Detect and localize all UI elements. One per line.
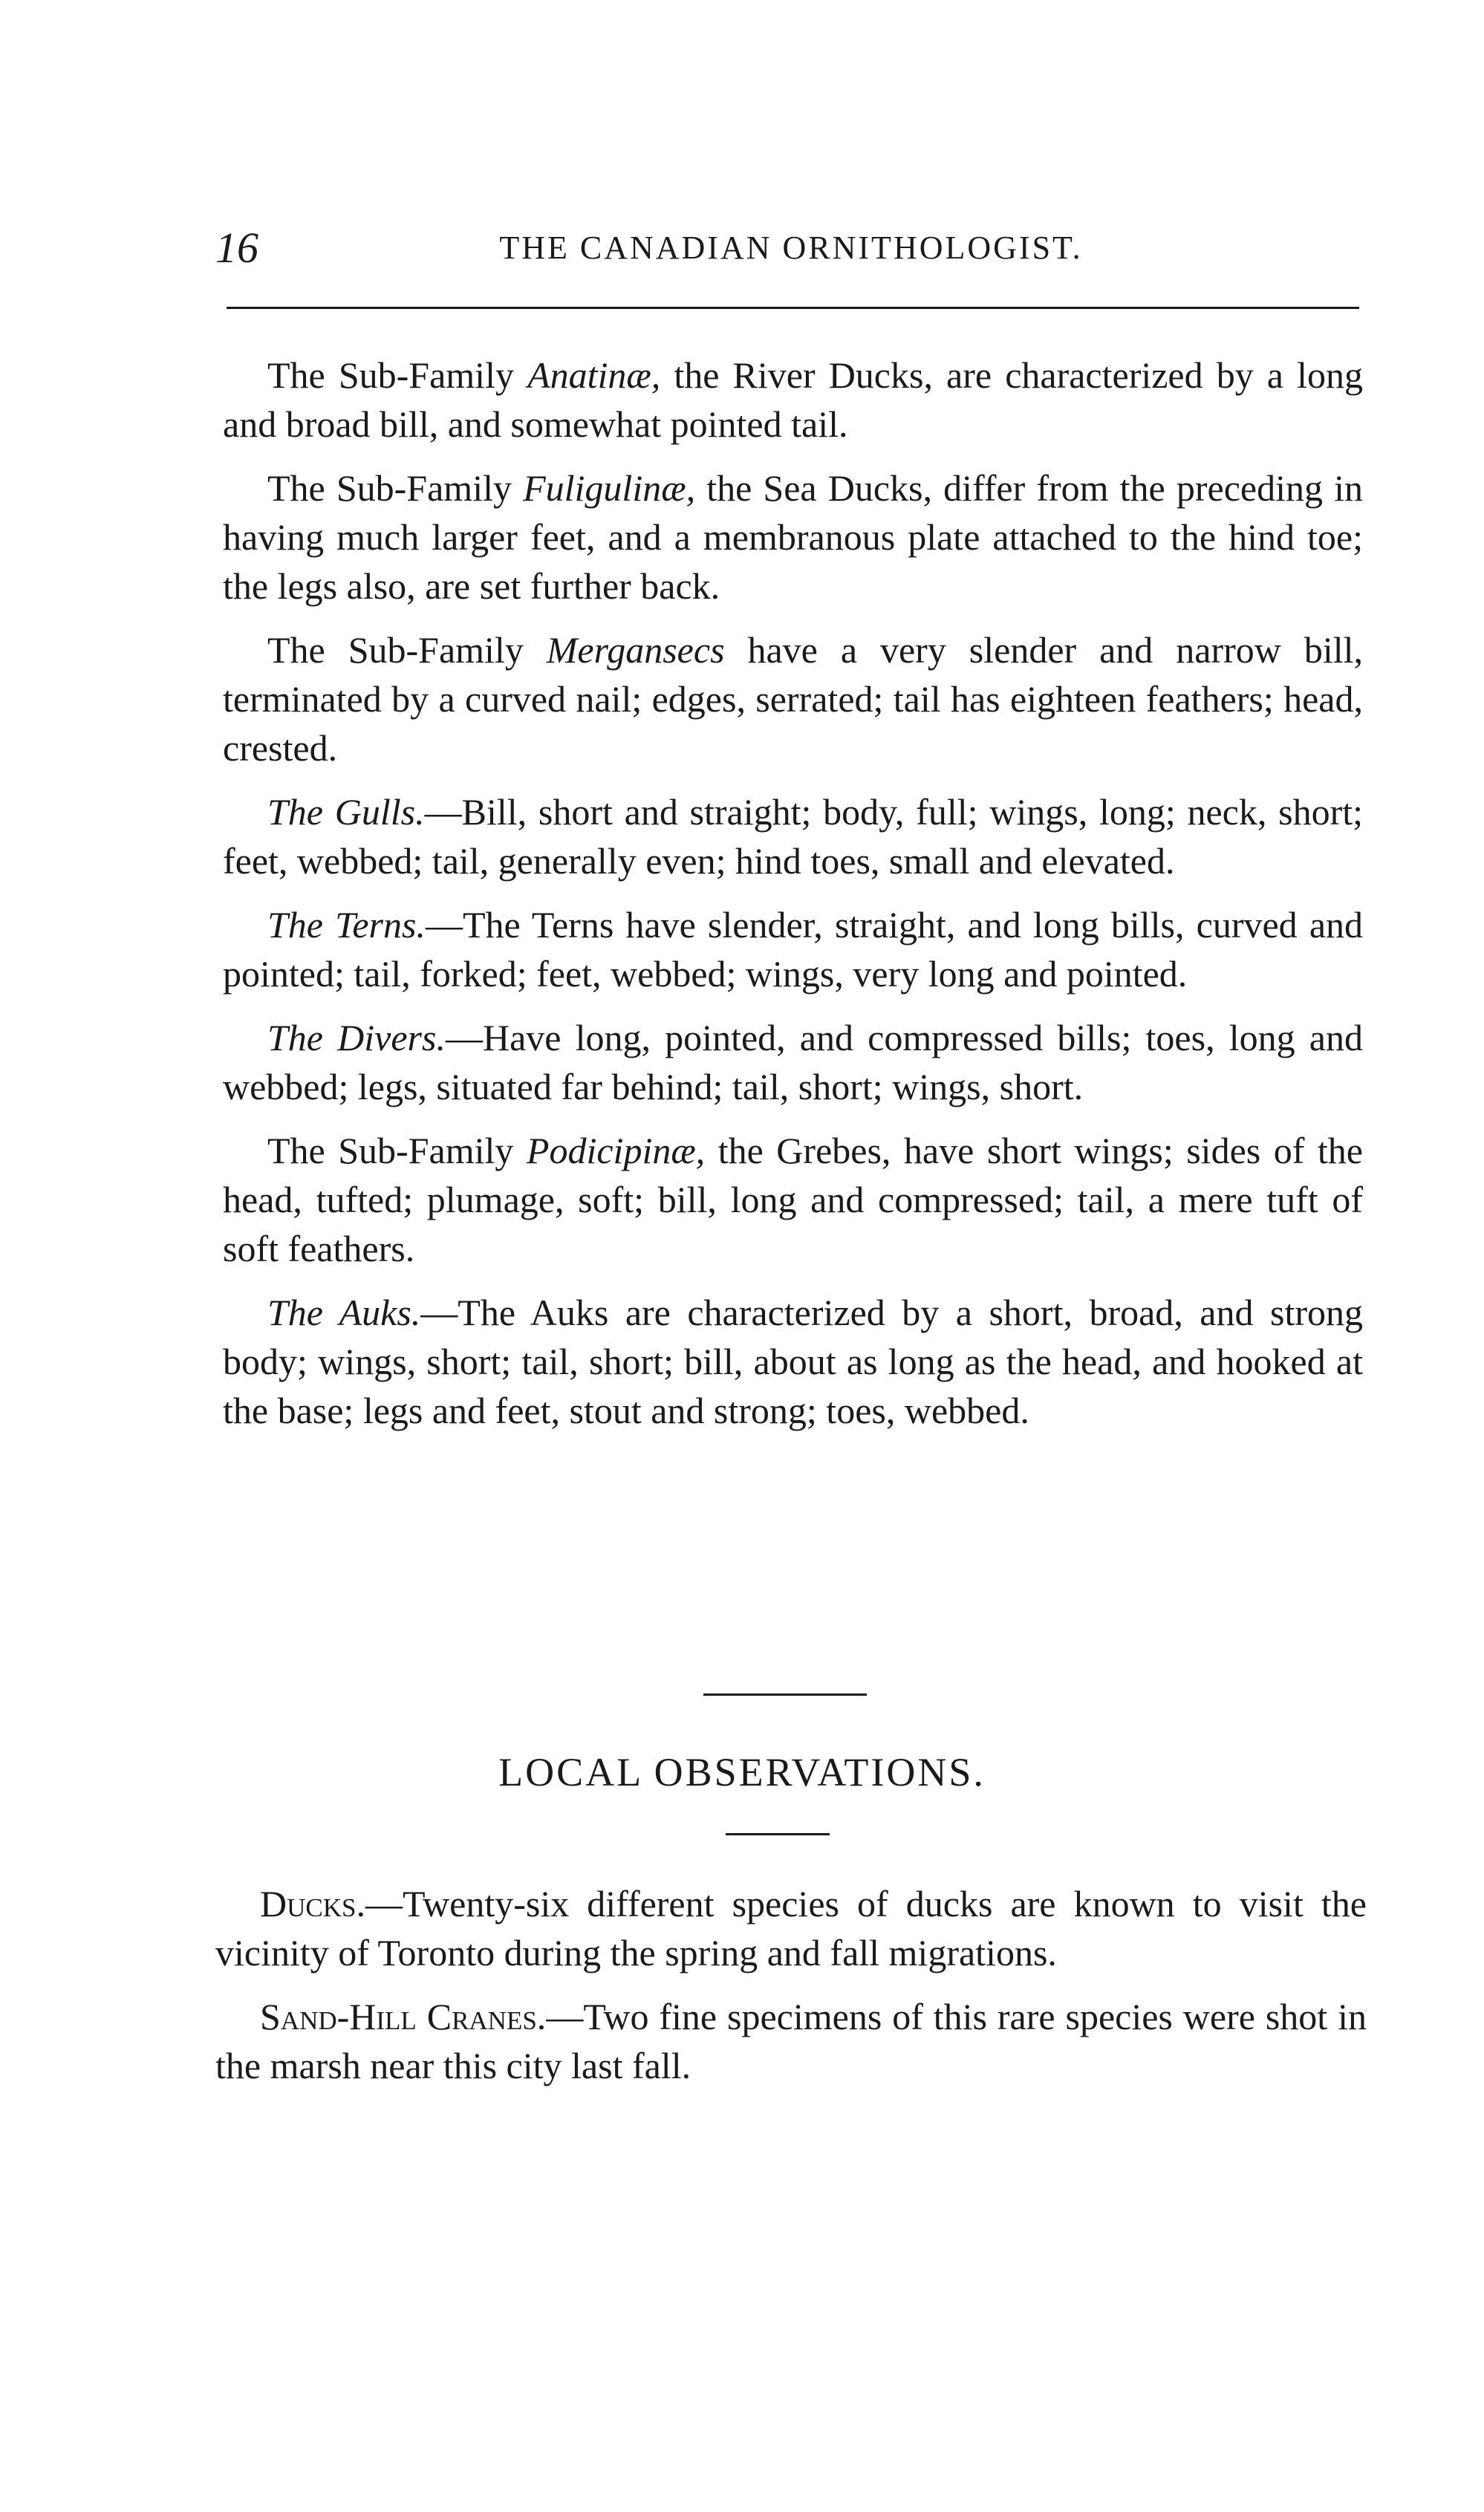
paragraph-anatinae <box>223 351 1363 449</box>
paragraph-text: —Bill, short and straight; body, full; wings, long; neck, short; feet, webbed; tail, generally even; hind toes, small and elevated. <box>223 791 1363 882</box>
paragraph-divers <box>223 1013 1363 1111</box>
taxon-name: Podicipinæ, <box>526 1130 706 1171</box>
paragraph-auks <box>223 1288 1363 1435</box>
paragraph-text: —Have long, pointed, and compressed bills; toes, long and webbed; legs, situated far behind; tail, short; wings, short. <box>223 1017 1363 1107</box>
paragraph-lead: The Gulls. <box>267 791 425 833</box>
paragraph-text: the Sea Ducks, differ from the preceding in having much larger feet, and a membranous plate attached to the hind toe; the legs also, are set further back. <box>223 467 1363 607</box>
observation-lead: Ducks. <box>260 1883 365 1924</box>
observation-text: —Twenty-six different species of ducks are known to visit the vicinity of Toronto during the spring and fall migrations. <box>215 1883 1367 1974</box>
observation-ducks <box>215 1879 1367 1977</box>
taxon-name: Anatinæ, <box>527 354 661 396</box>
local-observations-text <box>215 1879 1367 2105</box>
taxon-name: Fuligulinæ, <box>523 467 696 509</box>
paragraph-prefix: The Sub-Family <box>267 629 547 671</box>
observation-lead: Sand-Hill Cranes. <box>260 1996 547 2037</box>
section-title: LOCAL OBSERVATIONS. <box>498 1750 986 1794</box>
page-number: 16 <box>215 224 258 272</box>
taxon-name: Mergansecs <box>546 629 725 671</box>
paragraph-lead: The Auks. <box>267 1292 421 1333</box>
paragraph-merganseres <box>223 625 1363 772</box>
running-head <box>215 223 1367 275</box>
observation-text: —Two fine specimens of this rare species were shot in the marsh near this city last fall. <box>215 1996 1367 2086</box>
paragraph-prefix: The Sub-Family <box>267 467 524 509</box>
section-divider-rule <box>703 1693 867 1696</box>
paragraph-podicipinae <box>223 1126 1363 1273</box>
paragraph-prefix: The Sub-Family <box>267 1130 527 1171</box>
paragraph-lead: The Divers. <box>267 1017 446 1058</box>
paragraph-fuligulinae <box>223 463 1363 611</box>
observation-sand-hill-cranes <box>215 1992 1367 2090</box>
paragraph-text: the Grebes, have short wings; sides of the head, tufted; plumage, soft; bill, long and compressed; tail, a mere tuft of soft feathers. <box>223 1130 1364 1269</box>
paragraph-prefix: The Sub-Family <box>267 354 528 396</box>
paragraph-text: the River Ducks, are characterized by a long and broad bill, and somewhat pointed tail. <box>223 354 1363 445</box>
paragraph-text: —The Auks are characterized by a short, broad, and strong body; wings, short; tail, short; bill, about as long as the head, and hooked at the base; legs and feet, stout and strong; toes, webbed. <box>223 1292 1363 1431</box>
paragraph-text: have a very slender and narrow bill, terminated by a curved nail; edges, serrated; tail has eighteen feathers; head, crested. <box>223 629 1363 769</box>
section-title-underline <box>726 1833 830 1835</box>
header-rule <box>227 307 1359 309</box>
running-title: THE CANADIAN ORNITHOLOGIST. <box>499 230 1083 266</box>
paragraph-gulls <box>223 787 1363 885</box>
classification-text <box>223 351 1363 1450</box>
paragraph-lead: The Terns. <box>267 904 426 946</box>
paragraph-text: —The Terns have slender, straight, and long bills, curved and pointed; tail, forked; feet, webbed; wings, very long and pointed. <box>223 904 1364 995</box>
paragraph-terns <box>223 900 1363 998</box>
